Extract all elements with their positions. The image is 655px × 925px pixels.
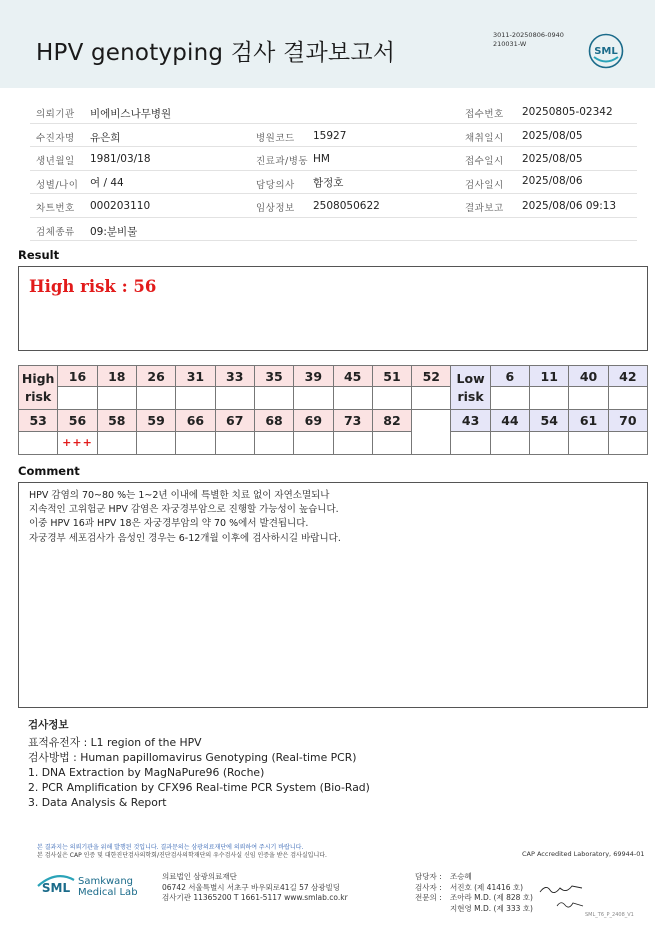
report-code: 3011-20250806-0940 210031-W xyxy=(493,31,564,48)
result-cell xyxy=(19,431,58,454)
genotype-cell: 40 xyxy=(569,366,608,387)
svg-text:SML: SML xyxy=(41,881,71,895)
info-row: 생년월일 1981/03/18 진료과/병동 HM 접수일시 2025/08/05 xyxy=(30,147,637,171)
hospital-code-value: 15927 xyxy=(313,129,347,142)
genotype-cell: 51 xyxy=(372,366,411,387)
genotype-cell: 61 xyxy=(569,410,608,431)
test-date-value: 2025/08/06 xyxy=(522,174,583,187)
result-cell xyxy=(176,431,215,454)
info-row: 수진자명 유은희 병원코드 15927 채취일시 2025/08/05 xyxy=(30,124,637,148)
test-info-line: 1. DNA Extraction by MagNaPure96 (Roche) xyxy=(28,766,265,779)
result-cell xyxy=(97,431,136,454)
chart-no-value: 000203110 xyxy=(90,200,151,212)
footer-note: 본 결과지는 의뢰기관을 위해 발행된 것입니다. 결과문의는 삼광의료재단에 의뢰하여 주시기 바랍니다. xyxy=(37,844,304,851)
result-cell xyxy=(254,431,293,454)
result-cell xyxy=(215,387,254,410)
result-cell xyxy=(451,431,490,454)
genotype-cell: 54 xyxy=(530,410,569,431)
result-cell xyxy=(333,387,372,410)
result-cell xyxy=(412,387,451,410)
result-cell xyxy=(372,387,411,410)
result-cell xyxy=(490,431,529,454)
signature-image xyxy=(538,882,584,896)
cap-accreditation: CAP Accredited Laboratory, 69944-01 xyxy=(522,850,645,858)
genotype-cell: 56 xyxy=(58,410,97,431)
result-cell xyxy=(294,387,333,410)
table-row xyxy=(19,366,648,387)
comment-line: 자궁경부 세포검사가 음성인 경우는 6-12개월 이후에 검사하시길 바랍니다. xyxy=(29,532,341,544)
genotype-cell: 59 xyxy=(136,410,175,431)
info-row: 성별/나이 여 / 44 담당의사 함정호 검사일시 2025/08/06 xyxy=(30,171,637,195)
specimen-value: 09:분비물 xyxy=(90,225,138,238)
result-box xyxy=(18,266,648,351)
result-section-title: Result xyxy=(18,248,60,262)
result-cell xyxy=(176,387,215,410)
genotype-cell: 70 xyxy=(608,410,647,431)
comment-line: HPV 감염의 70~80 %는 1~2년 이내에 특별한 치료 없이 자연소멸되나 xyxy=(29,490,330,501)
table-row xyxy=(19,431,648,454)
doctor-value: 함정호 xyxy=(313,176,344,189)
result-cell xyxy=(490,387,529,410)
report-footer xyxy=(0,840,655,925)
genotype-cell: 53 xyxy=(19,410,58,431)
receipt-date-value: 2025/08/05 xyxy=(522,153,583,165)
genotype-cell: 58 xyxy=(97,410,136,431)
lab-address: 의료법인 삼광의료재단 06742 서울특별시 서초구 바우뫼로41길 57 삼광빌딩 검사기관 11365200 T 1661-5117 www.smlab.co.kr xyxy=(162,872,348,902)
clinical-info-value: 2508050622 xyxy=(313,200,380,212)
genotype-cell: 73 xyxy=(333,410,372,431)
test-info xyxy=(28,718,370,810)
genotype-cell: 31 xyxy=(176,366,215,387)
result-cell xyxy=(530,387,569,410)
result-cell xyxy=(569,431,608,454)
comment-line: 이중 HPV 16과 HPV 18은 자궁경부암의 약 70 %에서 발견됩니다. xyxy=(29,518,309,530)
report-date-value: 2025/08/06 09:13 xyxy=(522,200,617,212)
comment-box xyxy=(18,482,648,708)
result-cell xyxy=(97,387,136,410)
result-cell xyxy=(569,387,608,410)
sml-logo-icon xyxy=(588,33,624,69)
result-text: High risk : 56 xyxy=(29,277,157,296)
genotype-cell: 69 xyxy=(294,410,333,431)
result-cell xyxy=(333,431,372,454)
hospital-value: 비에비스나무병원 xyxy=(90,108,172,120)
comment-section-title: Comment xyxy=(18,464,80,478)
birth-value: 1981/03/18 xyxy=(90,153,151,165)
genotype-cell: 11 xyxy=(530,366,569,387)
report-title: HPV genotyping 검사 결과보고서 xyxy=(36,40,396,66)
info-row: 차트번호 000203110 임상정보 2508050622 결과보고 2025/08/06 09:13 xyxy=(30,194,637,218)
test-info-line: 2. PCR Amplification by CFX96 Real-time PCR System (Bio-Rad) xyxy=(28,781,370,794)
genotype-cell: 18 xyxy=(97,366,136,387)
result-cell xyxy=(136,431,175,454)
genotype-cell: 33 xyxy=(215,366,254,387)
result-cell xyxy=(608,387,647,410)
genotype-cell: 26 xyxy=(136,366,175,387)
genotype-cell: 35 xyxy=(254,366,293,387)
result-cell xyxy=(294,431,333,454)
positive-result-cell: +++ xyxy=(58,431,97,454)
receipt-no-value: 20250805-02342 xyxy=(522,106,613,118)
genotype-cell: 43 xyxy=(451,410,490,431)
genotype-cell: 45 xyxy=(333,366,372,387)
genotype-cell: 6 xyxy=(490,366,529,387)
result-cell xyxy=(530,431,569,454)
test-info-line: 검사방법 : Human papillomavirus Genotyping (Real-time PCR) xyxy=(28,751,357,764)
genotype-table xyxy=(18,365,648,455)
footer-note: 본 검사실은 CAP 인증 및 대한진단검사의학회/진단검사의학재단의 우수검사실 신임 인증을 받은 검사실입니다. xyxy=(37,852,327,859)
report-header xyxy=(0,0,655,88)
result-cell xyxy=(215,431,254,454)
result-cell xyxy=(136,387,175,410)
genotype-cell: 82 xyxy=(372,410,411,431)
dept-value: HM xyxy=(313,153,330,165)
test-info-line: 3. Data Analysis & Report xyxy=(28,796,167,809)
table-row xyxy=(19,410,648,431)
genotype-cell: 68 xyxy=(254,410,293,431)
test-info-line: 표적유전자 : L1 region of the HPV xyxy=(28,736,202,749)
high-risk-label: High risk xyxy=(19,366,58,410)
result-cell xyxy=(372,431,411,454)
genotype-cell: 16 xyxy=(58,366,97,387)
result-cell xyxy=(608,431,647,454)
samkwang-logo-icon xyxy=(36,868,76,898)
genotype-cell: 42 xyxy=(608,366,647,387)
patient-name-value: 유은희 xyxy=(90,131,121,144)
genotype-cell: 44 xyxy=(490,410,529,431)
comment-line: 지속적인 고위험군 HPV 감염은 자궁경부암으로 진행할 가능성이 높습니다. xyxy=(29,504,339,516)
blank-cell xyxy=(412,410,451,455)
staff-list: 담당자 : 조승혜 검사자 : 서진호 (제 41416 호) 전문의 : 조아라 M.D. (제 828 호) 지현영 M.D. (제 333 호) xyxy=(415,872,533,913)
table-row xyxy=(19,387,648,410)
result-cell xyxy=(58,387,97,410)
form-code: SML_T6_P_2408_V1 xyxy=(585,912,634,918)
genotype-cell: 52 xyxy=(412,366,451,387)
genotype-cell: 39 xyxy=(294,366,333,387)
svg-text:SML: SML xyxy=(594,46,618,57)
genotype-cell: 66 xyxy=(176,410,215,431)
patient-info xyxy=(30,100,637,241)
info-row: 의뢰기관 비에비스나무병원 접수번호 20250805-02342 xyxy=(30,100,637,124)
genotype-cell: 67 xyxy=(215,410,254,431)
result-cell xyxy=(254,387,293,410)
collect-date-value: 2025/08/05 xyxy=(522,129,583,142)
info-row: 검체종류 09:분비물 xyxy=(30,218,637,242)
signature-image xyxy=(555,898,585,910)
lab-name: Samkwang Medical Lab xyxy=(78,876,138,898)
test-info-title: 검사정보 xyxy=(28,719,69,731)
sex-age-value: 여 / 44 xyxy=(90,176,124,189)
low-risk-label: Low risk xyxy=(451,366,490,410)
